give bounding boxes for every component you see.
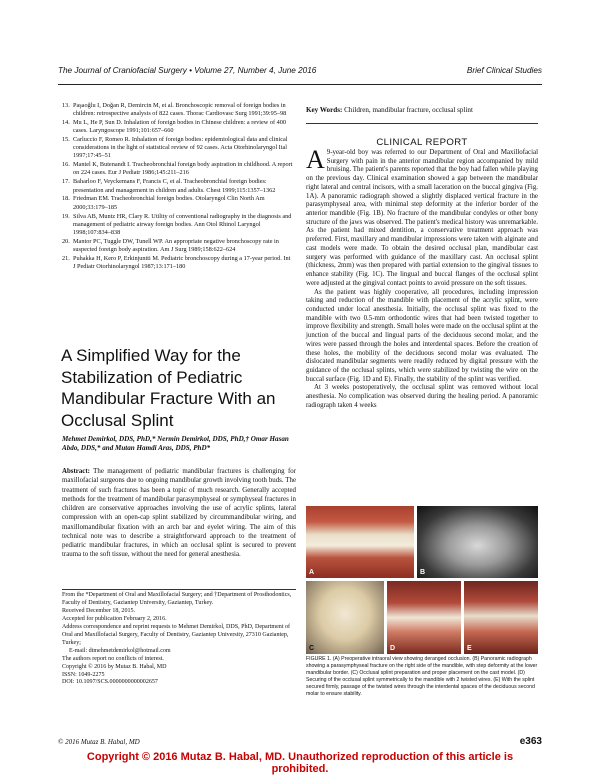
- reference-item: 18. Friedman EM. Tracheobronchial foreign bodies. Otolaryngol Clin North Am 2000;33:179–185: [62, 195, 265, 211]
- panel-label-c: C: [309, 645, 315, 652]
- panel-label-e: E: [467, 645, 472, 652]
- correspondence-email[interactable]: E-mail: dtmehmetdemirkol@hotmail.com: [69, 647, 171, 654]
- reference-item: 20. Mantor PC, Tuggle DW, Tunell WP. An appropriate negative bronchoscopy rate in suspected foreign body aspiration. Am J Surg 1989;158:622–624: [62, 237, 279, 253]
- footer-copyright: © 2016 Mutaz B. Habal, MD: [58, 738, 140, 746]
- paragraph-2: As the patient was highly cooperative, all procedures, including impression taking and reduction of the mandible with placement of the acrylic splint, were conducted under local anesthesia. Initially, the occlusal splint was fixed to the mandible with two 0.5-mm orthodontic wires that had been twisted together to improve flexibility and strength. Small holes were made on the occlusal splint at the junction of the buccal and lingual parts of the deciduous second molar, and the wires were passed through the holes and interdental spaces. Before the creation of these holes, the mobility of the deciduous second molar was evaluated. The dislocated mandibular segments were readily reduced by digital pressure with the guidance of the occlusal splints, which were stabilized by twisting the wire on the buccal surface (Fig. 1D and E). Finally, the stability of the splint was verified.: [306, 288, 538, 383]
- figure-panel-e: [464, 581, 538, 654]
- header-rule: [58, 84, 542, 85]
- header-journal-issue: The Journal of Craniofacial Surgery • Volume 27, Number 4, June 2016: [58, 66, 317, 75]
- issn: ISSN: 1049-2275: [62, 671, 105, 678]
- panel-label-a: A: [309, 569, 315, 576]
- accepted-date: Accepted for publication February 2, 2016.: [62, 615, 167, 622]
- keywords-text: Children, mandibular fracture, occlusal splint: [344, 106, 473, 114]
- conflict-statement: The authors report no conflicts of interest.: [62, 655, 164, 662]
- doi[interactable]: DOI: 10.1097/SCS.0000000000002657: [62, 679, 158, 686]
- author-list: Mehmet Demirkol, DDS, PhD,* Nermin Demirkol, DDS, PhD,† Omar Hasan Abdo, DDS,* and Mutan Hamdi Aras, DDS, PhD*: [62, 435, 289, 453]
- abstract: [62, 467, 296, 560]
- header-section: Brief Clinical Studies: [466, 66, 542, 75]
- figure-panel-d: [387, 581, 461, 654]
- reference-item: 17. Baharloo F, Veyckemans F, Francis C, et al. Tracheobronchial foreign bodies: presentation and management in children and adults. Chest 1999;115:1357–1362: [62, 178, 276, 194]
- correspondence-address: Address correspondence and reprint requests to Mehmet Demirkol, DDS, PhD, Department of Oral and Maxillofacial Surgery, Faculty of Dentistry, Gaziantep University, 27310 Gaziantep, Turkey;: [62, 623, 291, 646]
- figure-1: [306, 506, 538, 656]
- drop-cap: A: [306, 145, 325, 174]
- panel-label-d: D: [390, 645, 396, 652]
- panel-label-b: B: [420, 569, 426, 576]
- figure-caption: FIGURE 1. (A) Preoperative intraoral view showing deranged occlusion. (B) Panoramic radiograph showing a parasymphyseal fracture on the right side of the mandible, with step deformity at the lower mandibular border. (C) Occlusal splint preparation and proper placement on the cast model. (D) Securing of the occlusal splint symmetrically to the mandible with 2 twisted wires. (E) With the splint secured firmly, passage of the twisted wires through the interdental spaces of the deciduous second molar to ensure stability.: [306, 656, 538, 697]
- paragraph-1: A 9-year-old boy was referred to our Department of Oral and Maxillofacial Surgery with pain in the anterior mandibular region accompanied by mild bruising. The patient's parents reported that the boy had fallen while playing on the previous day. Clinical examination showed a gap between the mandibular right lateral and central incisors, with a small laceration on the buccal gingiva (Fig. 1A). A panoramic radiograph showed a slightly displaced vertical fracture in the parasymphyseal area, with minimal step deformity at the inferior border of the anterior mandible (Fig. 1B). No fracture of the mandibular condyles or other bony structure of the jaws was observed. The patient's medical history was unremarkable. As the patient had mixed dentition, a conservative treatment approach was preferred. First, maxillary and mandibular impressions were taken with alginate and cast models were made. To obtain the desired occlusal plan, mandibular cast surgery was performed with guidance of the maxillary cast. An occlusal splint (thickness, 2mm) was then prepared with partial extension to the gingival tissues to enhance stability (Fig. 1C). The lingual and buccal flanges of the occlusal splint were adjusted at the gingival contact points to avoid pressure on the soft tissues.: [306, 145, 538, 287]
- reference-item: 13. Paşaoğlu I, Doğan R, Demircin M, et al. Bronchoscopic removal of foreign bodies in children: retrospective analysis of 822 cases. Thorac Cardiovasc Surg 1991;39:95–98: [62, 102, 287, 118]
- reference-list: [62, 102, 294, 272]
- section-heading: CLINICAL REPORT: [376, 137, 468, 148]
- reference-item: 21. Puhakka H, Kero P, Erkinjuntti M. Pediatric bronchoscopy during a 17-year period. Int J Pediatr Otorhinolaryngol 1987;13:171–180: [62, 254, 291, 270]
- paragraph-3: At 3 weeks postoperatively, the occlusal splint was removed without local anesthesia. No complication was observed during the healing period. A panoramic radiograph taken 4 weeks: [306, 384, 538, 409]
- received-date: Received December 18, 2015.: [62, 607, 136, 614]
- keywords-rule: [306, 123, 538, 124]
- figure-panel-c: [306, 581, 384, 654]
- body-text: [306, 145, 538, 411]
- reference-item: 14. Mu L, He P, Sun D. Inhalation of foreign bodies in Chinese children: a review of 400 cases. Laryngoscope 1991;101:657–660: [62, 119, 286, 135]
- reference-item: 16. Mantel K, Butenandt I. Tracheobronchial foreign body aspiration in childhood. A report on 224 cases. Eur J Pediatr 1986;145:211–216: [62, 161, 293, 177]
- affiliation-note: From the *Department of Oral and Maxillofacial Surgery; and †Department of Prosthodontics, Faculty of Dentistry, Gaziantep University, Gaziantep, Turkey.: [62, 592, 292, 606]
- copyright-line: Copyright © 2016 by Mutaz B. Habal, MD: [62, 663, 167, 670]
- page-number: e363: [519, 736, 542, 747]
- reference-item: 19. Silva AB, Muntz HR, Clary R. Utility of conventional radiography in the diagnosis and management of pediatric airway foreign bodies. Ann Otol Rhinol Laryngol 1998;107:834–838: [62, 212, 292, 236]
- article-title: A Simplified Way for the Stabilization of Pediatric Mandibular Fracture With an Occlusal Splint: [61, 346, 276, 430]
- page-footer: [58, 736, 542, 747]
- figure-panel-a: [306, 506, 414, 578]
- running-header: [58, 66, 542, 80]
- figure-panel-b: [417, 506, 538, 578]
- keywords: [306, 106, 538, 114]
- abstract-label: Abstract:: [62, 468, 90, 475]
- keywords-label: Key Words:: [306, 106, 343, 114]
- footnote-rule: [62, 589, 296, 590]
- footnotes: [62, 592, 296, 687]
- abstract-text: The management of pediatric mandibular fractures is challenging for maxillofacial surgeons due to ongoing mandibular growth involving tooth buds. The treatment of such fractures has been a topic of much research. Generally accepted methods for the treatment of mandibular parasymphyseal or symphyseal fractures in children are conservative approaches involving the use of acrylic splints, lateral compression with an open-cap splint stabilized by circummandibular wiring, and maxillomandibular fixation with an arch bar and eyelet wiring. The aim of this technical note was to describe a straightforward approach to the treatment of pediatric mandibular fractures, in which an occlusal splint is secured to prevent trauma to the soft tissue, without the need for general anesthesia.: [62, 468, 296, 559]
- copyright-notice: Copyright © 2016 Mutaz B. Habal, MD. Unauthorized reproduction of this article is prohibited.: [86, 751, 514, 775]
- reference-item: 15. Carluccio F, Romeo R. Inhalation of foreign bodies: epidemiological data and clinical considerations in the light of statistical review of 92 cases. Acta Otorhinolaryngol Ital 1997;17:45–51: [62, 136, 288, 160]
